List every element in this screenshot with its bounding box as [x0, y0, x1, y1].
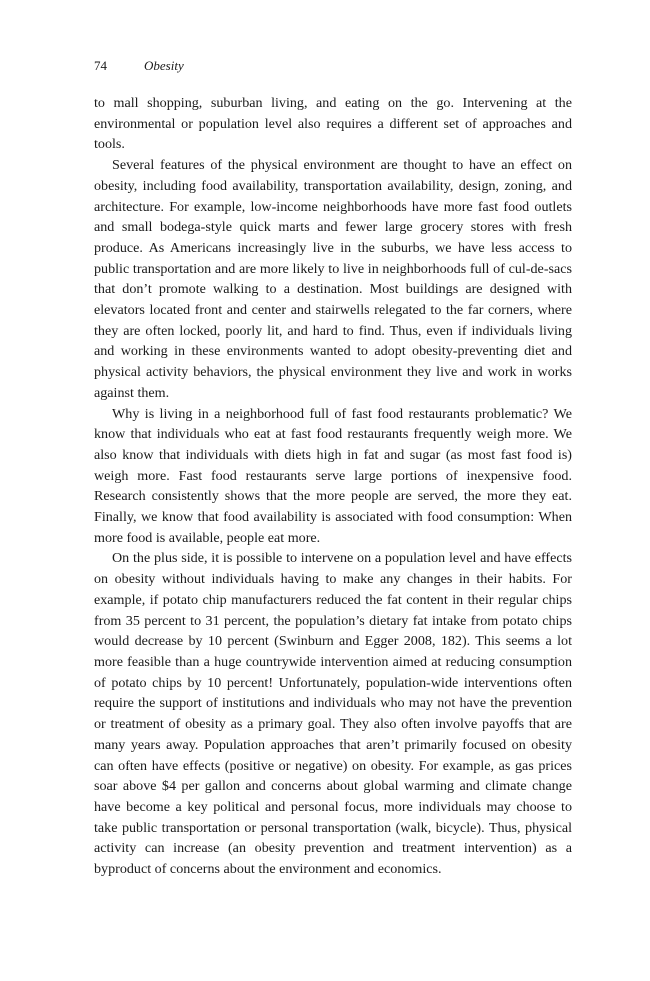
- paragraph-fast-food: Why is living in a neighborhood full of fast food restaurants problematic? We know that individuals who eat at fast food restaurants frequently weigh more. We also know that individuals with diets high in fat and sugar (as most fast food is) weigh more. Fast food restaurants serve large portions of inexpensive food. Research consistently shows that the more people are served, the more they eat. Finally, we know that food availability is associated with food consumption: When more food is available, people eat more.: [94, 405, 572, 546]
- page-number: 74: [94, 58, 107, 73]
- running-head: [94, 58, 572, 74]
- running-title: Obesity: [144, 58, 184, 73]
- body-text: [94, 93, 572, 880]
- paragraph-physical-environment: Several features of the physical environment are thought to have an effect on obesity, including food availability, transportation availability, design, zoning, and architecture. For example, low-income neighborhoods have more fast food outlets and small bodega-style quick marts and fewer large grocery stores with fresh produce. As Americans increasingly live in the suburbs, we have less access to public transportation and are more likely to live in neighborhoods full of cul-de-sacs that don’t promote walking to a destination. Most buildings are designed with elevators located front and center and stairwells relegated to the far corners, where they are often locked, poorly lit, and hard to find. Thus, even if individuals living and working in these environments wanted to adopt obesity-preventing diet and physical activity behaviors, the physical environment they live and work in works against them.: [94, 157, 572, 401]
- paragraph-continued: to mall shopping, suburban living, and eating on the go. Intervening at the environmental or population level also requires a different set of approaches and tools.: [94, 95, 572, 153]
- paragraph-population-level: On the plus side, it is possible to intervene on a population level and have effects on obesity without individuals having to make any changes in their habits. For example, if potato chip manufacturers reduced the fat content in their regular chips from 35 percent to 31 percent, the population’s dietary fat intake from potato chips would decrease by 10 percent (Swinburn and Egger 2008, 182). This seems a lot more feasible than a huge countrywide intervention aimed at reducing consumption of potato chips by 10 percent! Unfortunately, population-wide interventions often require the support of institutions and individuals who may not have the prevention or treatment of obesity as a primary goal. They also often involve payoffs that are many years away. Population approaches that aren’t primarily focused on obesity can often have effects (positive or negative) on obesity. For example, as gas prices soar above $4 per gallon and concerns about global warming and climate change have become a key political and personal focus, more individuals may choose to take public transportation or personal transportation (walk, bicycle). Thus, physical activity can increase (an obesity prevention and treatment intervention) as a byproduct of concerns about the environment and economics.: [94, 550, 572, 878]
- book-page: [94, 58, 572, 880]
